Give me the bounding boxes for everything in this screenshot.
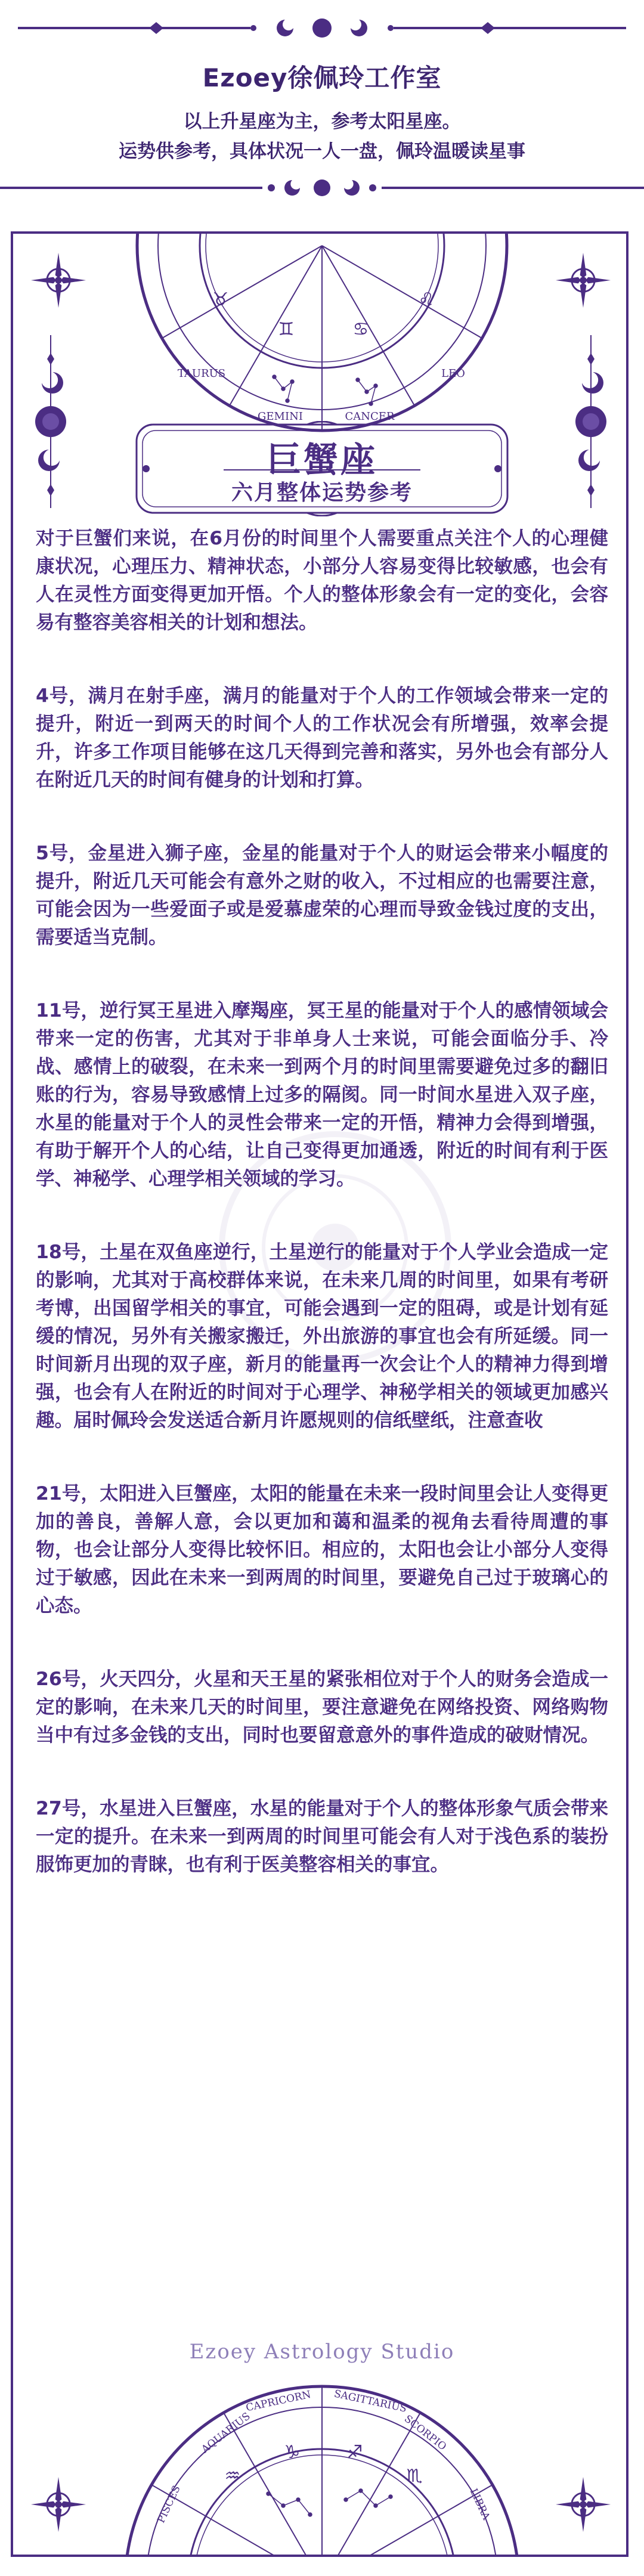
cancer-glyph-icon: ♋ [352, 319, 369, 340]
forecast-content [36, 525, 608, 1924]
bottom-wheel-label-aquarius: AQUARIUS [199, 2410, 253, 2456]
bottom-zodiac-wheel [119, 2380, 525, 2557]
top-wheel-label-gemini: GEMINI [258, 410, 303, 423]
top-zodiac-wheel [131, 231, 513, 436]
compass-star-icon [555, 252, 612, 309]
leo-glyph-icon: ♌ [418, 289, 435, 310]
gemini-glyph-icon: ♊ [278, 319, 295, 340]
top-wheel-label-cancer: CANCER [345, 410, 395, 423]
bottom-ornament-divider [0, 173, 644, 203]
bottom-wheel-label-scorpio: SCORPIO [402, 2413, 449, 2453]
compass-star-icon [555, 2476, 612, 2533]
bottom-wheel-label-sagittarius: SAGITTARIUS [333, 2388, 408, 2415]
forecast-paragraph: 4号，满月在射手座，满月的能量对于个人的工作领域会带来一定的提升，附近一到两天的时间个人的工作状况会有所增强，效率会提升，许多工作项目能够在这几天得到完善和落实，另外也会有部分人在附近几天的时间有健身的计划和打算。 [36, 685, 608, 791]
bottom-wheel-label-pisces: PISCES [155, 2484, 183, 2525]
top-wheel-label-leo: LEO [441, 367, 465, 380]
compass-star-icon [30, 252, 87, 309]
capricorn-glyph-icon: ♑ [284, 2442, 301, 2463]
sagittarius-glyph-icon: ♐ [346, 2442, 363, 2463]
header-line-1: 以上升星座为主，参考太阳星座。 [183, 111, 461, 132]
studio-title: Ezoey徐佩玲工作室 [202, 63, 442, 92]
title-block [134, 421, 510, 516]
header-line-2: 运势供参考，具体状况一人一盘，佩玲温暖读星事 [119, 141, 525, 162]
forecast-paragraph: 18号，土星在双鱼座逆行，土星逆行的能量对于个人学业会造成一定的影响，尤其对于高校群体来说，在未来几周的时间里，如果有考研考博，出国留学相关的事宜，可能会遇到一定的阻碍，或是计划有延缓的情况，另外有关搬家搬迁，外出旅游的事宜也会有所延缓。同一时间新月出现的双子座，新月的能量再一次会让个人的精神力得到增强，也会有人在附近的时间对于心理学、神秘学相关的领域更加感兴趣。届时佩玲会发送适合新月许愿规则的信纸壁纸，注意查收 [36, 1241, 608, 1431]
forecast-paragraph: 对于巨蟹们来说，在6月份的时间里个人需要重点关注个人的心理健康状况，心理压力、精神状态，小部分人容易变得比较敏感，也会有人在灵性方面变得更加开悟。个人的整体形象会有一定的变化，会容易有整容美容相关的计划和想法。 [36, 528, 608, 633]
bottom-wheel-label-capricorn: CAPRICORN [244, 2388, 312, 2414]
forecast-paragraph: 27号，水星进入巨蟹座，水星的能量对于个人的整体形象气质会带来一定的提升。在未来一到两周的时间里可能会有人对于浅色系的装扮服饰更加的青睐，也有利于医美整容相关的事宜。 [36, 1798, 608, 1875]
top-ornament-divider [0, 13, 644, 43]
forecast-paragraph: 26号，火天四分，火星和天王星的紧张相位对于个人的财务会造成一定的影响，在未来几天的时间里，要注意避免在网络投资、网络购物当中有过多金钱的支出，同时也要留意意外的事件造成的破财情况。 [36, 1668, 608, 1746]
bottom-wheel-label-libra: LIBRA [467, 2487, 493, 2522]
top-wheel-label-taurus: TAURUS [177, 367, 226, 380]
taurus-glyph-icon: ♉ [212, 289, 229, 310]
sign-title: 巨蟹座 [266, 439, 377, 480]
studio-english-name: Ezoey Astrology Studio [189, 2340, 455, 2364]
sign-subtitle: 六月整体运势参考 [231, 481, 413, 505]
header [0, 0, 644, 197]
moon-phase-ornament-icon [570, 335, 612, 508]
aquarius-glyph-icon: ♒ [224, 2466, 241, 2487]
forecast-paragraph: 11号，逆行冥王星进入摩羯座，冥王星的能量对于个人的感情领域会带来一定的伤害，尤其对于非单身人士来说，可能会面临分手、冷战、感情上的破裂，在未来一到两个月的时间里需要避免过多的翻旧账的行为，容易导致感情上过多的隔阂。同一时间水星进入双子座，水星的能量对于个人的灵性会带来一定的开悟，精神力会得到增强，有助于解开个人的心结，让自己变得更加通透，附近的时间有利于医学、神秘学、心理学相关领域的学习。 [36, 1000, 608, 1190]
moon-phase-ornament-icon [30, 335, 72, 508]
scorpio-glyph-icon: ♏ [406, 2466, 423, 2487]
compass-star-icon [30, 2476, 87, 2533]
forecast-paragraph: 21号，太阳进入巨蟹座，太阳的能量在未来一段时间里会让人变得更加的善良，善解人意，会以更加和蔼和温柔的视角去看待周遭的事物，也会让部分人变得比较怀旧。相应的，太阳也会让小部分人变得过于敏感，因此在未来一到两周的时间里，要避免自己过于玻璃心的心态。 [36, 1483, 608, 1617]
forecast-paragraph: 5号，金星进入狮子座，金星的能量对于个人的财运会带来小幅度的提升，附近几天可能会有意外之财的收入，不过相应的也需要注意，可能会因为一些爱面子或是爱慕虚荣的心理而导致金钱过度的支出，需要适当克制。 [36, 843, 608, 948]
